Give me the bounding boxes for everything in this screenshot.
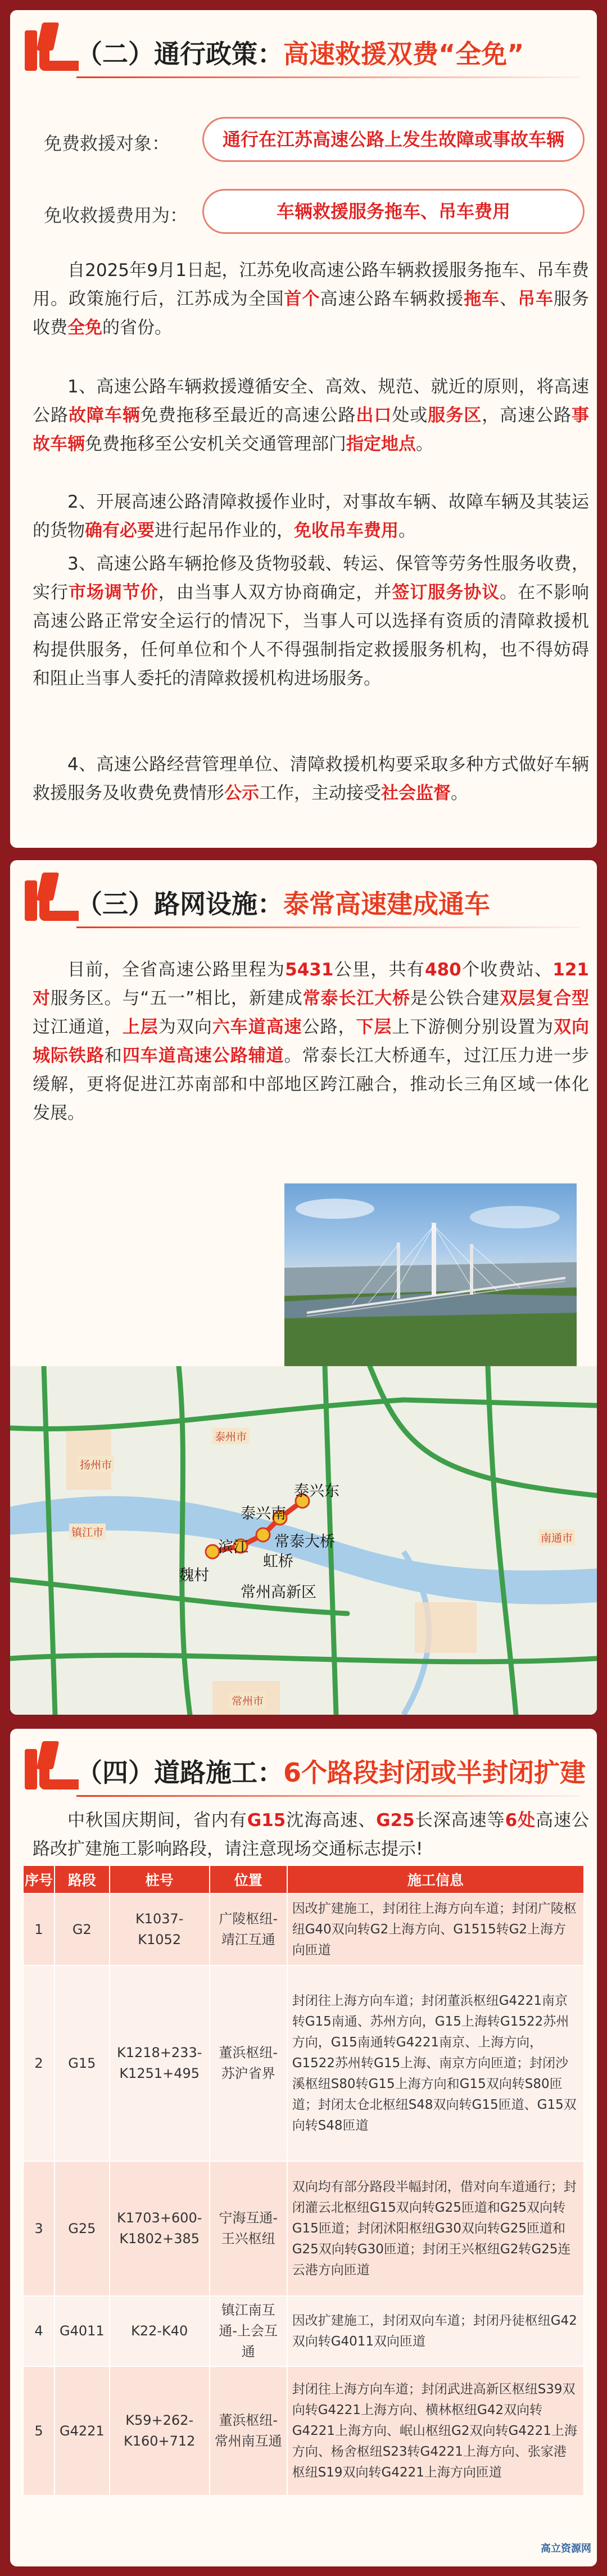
construction-card bbox=[10, 1729, 597, 2566]
table-header-row bbox=[23, 1865, 584, 1893]
map-station-label: 常泰大桥 bbox=[274, 1533, 335, 1551]
row-stake: K59+262-K160+712 bbox=[110, 2366, 210, 2496]
map-station-label: 虹桥 bbox=[263, 1553, 293, 1570]
row-location: 镇江南互通-上会互通 bbox=[210, 2296, 287, 2366]
policy-paragraph: 1、高速公路车辆救援遵循安全、高效、规范、就近的原则，将高速公路故障车辆免费拖移至最近的高速公路出口处或服务区，高速公路事故车辆免费拖移至公安机关交通管理部门指定地点。 bbox=[33, 377, 590, 454]
row-number: 3 bbox=[23, 2161, 55, 2296]
header-decor-icon bbox=[25, 880, 37, 921]
header-divider bbox=[76, 76, 580, 78]
header-decor-icon bbox=[25, 1749, 37, 1789]
row-location: 董浜枢纽-苏沪省界 bbox=[210, 1965, 287, 2161]
route-map bbox=[10, 1366, 597, 1715]
header-decor-icon bbox=[37, 22, 60, 51]
header-decor-icon bbox=[25, 30, 37, 71]
row-stake: K1037-K1052 bbox=[110, 1893, 210, 1965]
bridge-photo bbox=[284, 1183, 577, 1366]
row-stake: K22-K40 bbox=[110, 2296, 210, 2366]
row-road: G4011 bbox=[55, 2296, 110, 2366]
table-header: 位置 bbox=[210, 1865, 287, 1893]
rescue-target-row bbox=[44, 117, 583, 162]
row-info: 封闭往上海方向车道；封闭董浜枢纽G4221南京转G15南通、苏州方向，G15上海转G1522苏州方向，G15南通转G4221南京、上海方向，G1522苏州转G15上海、南京方向匝道；封闭沙溪枢纽S80转G15上海方向和G15双向转S80匝道；封闭太仓北枢纽S48双向转G15匝道、G15双向转S48匝道 bbox=[287, 1965, 584, 2161]
table-row bbox=[23, 2161, 584, 2296]
section-title: （四）道路施工：6个路段封闭或半封闭扩建 bbox=[76, 1757, 586, 1788]
policy-paragraph: 4、高速公路经营管理单位、清障救援机构要采取多种方式做好车辆救援服务及收费免费情形公示工作，主动接受社会监督。 bbox=[33, 754, 589, 803]
row-stake: K1703+600-K1802+385 bbox=[110, 2161, 210, 2296]
map-station-label: 魏村 bbox=[179, 1567, 209, 1584]
network-card bbox=[10, 860, 597, 1715]
row-number: 1 bbox=[23, 1893, 55, 1965]
watermark-logo: 高立资源网 bbox=[541, 2543, 591, 2555]
row-road: G2 bbox=[55, 1893, 110, 1965]
table-header: 路段 bbox=[55, 1865, 110, 1893]
map-city-label: 南通市 bbox=[538, 1529, 575, 1545]
table-header: 施工信息 bbox=[287, 1865, 584, 1893]
policy-paragraph: 3、高速公路车辆抢修及货物驳载、转运、保管等劳务性服务收费，实行市场调节价，由当事人双方协商确定，并签订服务协议。在不影响高速公路正常安全运行的情况下，当事人可以选择有资质的清障救援机构提供服务，任何单位和个人不得强制指定救援服务机构，也不得妨碍和阻止当事人委托的清障救援机构进场服务。 bbox=[33, 554, 590, 689]
rescue-scope-label: 免收救援费用为： bbox=[44, 205, 188, 226]
map-city-label: 泰州市 bbox=[212, 1428, 249, 1444]
row-road: G25 bbox=[55, 2161, 110, 2296]
row-info: 双向均有部分路段半幅封闭，借对向车道通行；封闭灌云北枢纽G15双向转G25匝道和G25双向转G15匝道；封闭沭阳枢纽G30双向转G25匝道和G25双向转G30匝道；封闭王兴枢纽G2转G25连云港方向匝道 bbox=[287, 2161, 584, 2296]
map-station-label: 常州高新区 bbox=[241, 1584, 316, 1601]
table-header: 桩号 bbox=[110, 1865, 210, 1893]
map-city-label: 扬州市 bbox=[78, 1456, 114, 1472]
section-header bbox=[10, 860, 597, 944]
row-location: 董浜枢纽-常州南互通 bbox=[210, 2366, 287, 2496]
rescue-scope-row bbox=[44, 189, 583, 234]
row-location: 广陵枢纽-靖江互通 bbox=[210, 1893, 287, 1965]
rescue-scope-value: 车辆救援服务拖车、吊车费用 bbox=[202, 189, 585, 234]
section-title: （三）路网设施：泰常高速建成通车 bbox=[76, 889, 490, 919]
construction-table bbox=[22, 1865, 585, 2496]
rescue-target-value: 通行在江苏高速公路上发生故障或事故车辆 bbox=[202, 117, 585, 162]
map-station-label: 泰兴东 bbox=[294, 1483, 339, 1500]
header-decor-icon bbox=[37, 873, 60, 901]
header-divider bbox=[76, 927, 580, 928]
rescue-target-label: 免费救援对象： bbox=[44, 133, 170, 154]
section-header bbox=[10, 1729, 597, 1813]
header-decor-icon bbox=[39, 48, 79, 71]
policy-card bbox=[10, 10, 597, 848]
section-title: （二）通行政策：高速救援双费“全免” bbox=[76, 39, 524, 69]
header-decor-icon bbox=[39, 1767, 79, 1789]
header-divider bbox=[76, 1795, 580, 1797]
row-road: G4221 bbox=[55, 2366, 110, 2496]
header-decor-icon bbox=[37, 1741, 60, 1769]
policy-paragraph: 自2025年9月1日起，江苏免收高速公路车辆救援服务拖车、吊车费用。政策施行后，江苏成为全国首个高速公路车辆救援拖车、吊车服务收费全免的省份。 bbox=[33, 260, 590, 338]
network-paragraph: 目前，全省高速公路里程为5431公里，共有480个收费站、121对服务区。与“五一”相比，新建成常泰长江大桥是公铁合建双层复合型过江通道，上层为双向六车道高速公路，下层上下游侧分别设置为双向城际铁路和四车道高速公路辅道。常泰长江大桥通车，过江压力进一步缓解，更将促进江苏南部和中部地区跨江融合，推动长三角区域一体化发展。 bbox=[33, 960, 590, 1123]
map-station-label: 泰兴南 bbox=[241, 1505, 286, 1522]
row-number: 5 bbox=[23, 2366, 55, 2496]
header-decor-icon bbox=[39, 898, 79, 921]
row-number: 2 bbox=[23, 1965, 55, 2161]
row-stake: K1218+233-K1251+495 bbox=[110, 1965, 210, 2161]
row-road: G15 bbox=[55, 1965, 110, 2161]
map-city-label: 常州市 bbox=[229, 1692, 266, 1709]
row-info: 因改扩建施工，封闭双向车道；封闭丹徒枢纽G42双向转G4011双向匝道 bbox=[287, 2296, 584, 2366]
policy-paragraph: 2、开展高速公路清障救援作业时，对事故车辆、故障车辆及其装运的货物确有必要进行起吊作业的，免收吊车费用。 bbox=[33, 492, 589, 541]
table-header: 序号 bbox=[23, 1865, 55, 1893]
table-row bbox=[23, 1965, 584, 2161]
row-info: 封闭往上海方向车道；封闭武进高新区枢纽S39双向转G4221上海方向、横林枢纽G42双向转G4221上海方向、岷山枢纽G2双向转G4221上海方向、杨舍枢纽S23转G4221上海方向、张家港枢纽S19双向转G4221上海方向匝道 bbox=[287, 2366, 584, 2496]
table-row bbox=[23, 1893, 584, 1965]
table-row bbox=[23, 2296, 584, 2366]
row-location: 宁海互通-王兴枢纽 bbox=[210, 2161, 287, 2296]
construction-paragraph: 中秋国庆期间，省内有G15沈海高速、G25长深高速等6处高速公路改扩建施工影响路段，请注意现场交通标志提示! bbox=[33, 1810, 590, 1859]
table-row bbox=[23, 2366, 584, 2496]
row-number: 4 bbox=[23, 2296, 55, 2366]
map-city-label: 镇江市 bbox=[69, 1524, 106, 1540]
row-info: 因改扩建施工，封闭往上海方向车道；封闭广陵枢纽G40双向转G2上海方向、G1515转G2上海方向匝道 bbox=[287, 1893, 584, 1965]
section-header bbox=[10, 10, 597, 94]
map-station-label: 滨江 bbox=[218, 1539, 248, 1556]
